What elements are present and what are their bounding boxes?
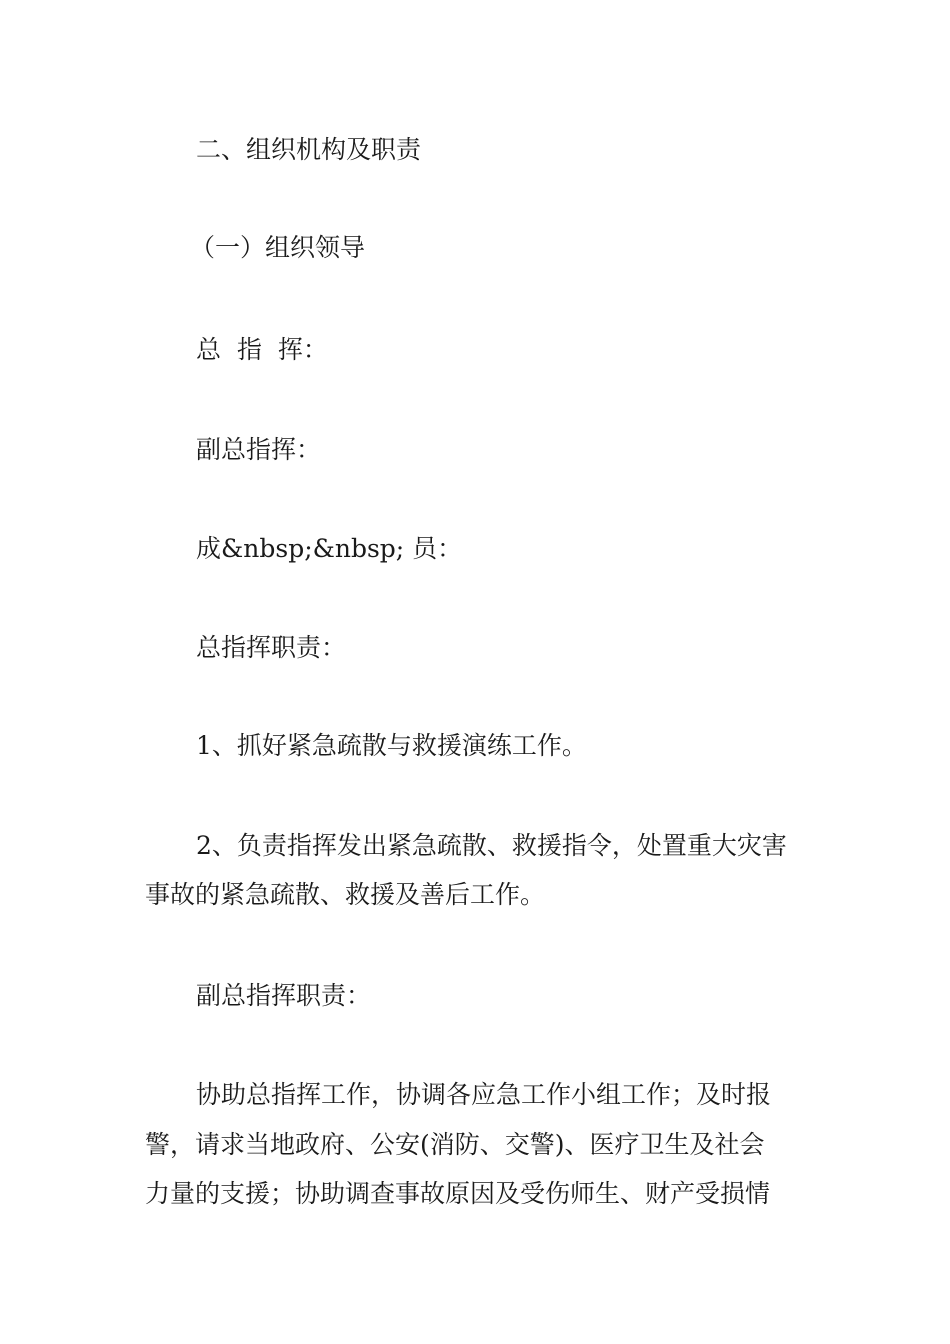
section-heading: 二、组织机构及职责 <box>196 135 422 164</box>
commander-duty-1: 1、抓好紧急疏散与救援演练工作。 <box>196 731 587 760</box>
deputy-duty-line-2: 警，请求当地政府、公安(消防、交警)、医疗卫生及社会 <box>145 1130 765 1159</box>
deputy-duty-line-3: 力量的支援；协助调查事故原因及受伤师生、财产受损情 <box>145 1179 771 1208</box>
members-label: 成&nbsp;&nbsp; 员： <box>196 534 463 563</box>
deputy-duty-line-1: 协助总指挥工作，协调各应急工作小组工作；及时报 <box>196 1080 772 1109</box>
subsection-heading: （一）组织领导 <box>190 233 366 262</box>
commander-duty-2-line-1: 2、负责指挥发出紧急疏散、救援指令，处置重大灾害 <box>196 831 787 860</box>
commander-label: 总 指 挥： <box>196 335 328 364</box>
deputy-duties-heading: 副总指挥职责： <box>196 981 372 1010</box>
commander-duty-2-line-2: 事故的紧急疏散、救援及善后工作。 <box>145 880 546 909</box>
commander-duties-heading: 总指挥职责： <box>196 633 347 662</box>
deputy-commander-label: 副总指挥： <box>196 435 322 464</box>
